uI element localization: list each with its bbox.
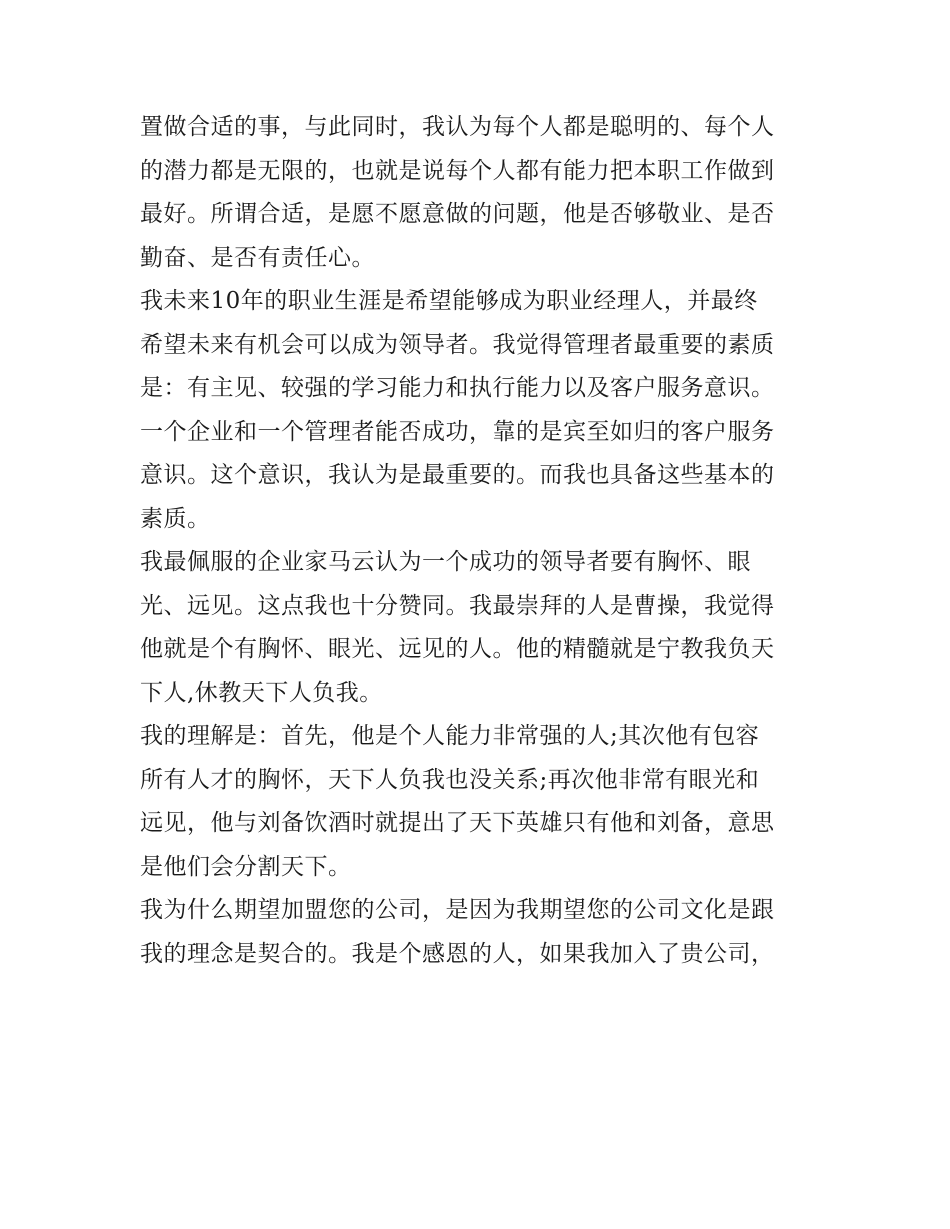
- document-body: [140, 106, 820, 976]
- text-line: 素质。: [140, 505, 211, 532]
- text-line: 一个企业和一个管理者能否成功，靠的是宾至如归的客户服务: [140, 418, 775, 445]
- text-line: 所有人才的胸怀，天下人负我也没关系;再次他非常有眼光和: [140, 766, 760, 793]
- text-line: 勤奋、是否有责任心。: [140, 244, 375, 271]
- text-line: 我最佩服的企业家马云认为一个成功的领导者要有胸怀、眼: [140, 549, 751, 575]
- text-line: 最好。所谓合适，是愿不愿意做的问题，他是否够敬业、是否: [140, 201, 775, 227]
- text-line: 远见，他与刘备饮酒时就提出了天下英雄只有他和刘备，意思: [140, 810, 775, 836]
- text-line: 光、远见。这点我也十分赞同。我最崇拜的人是曹操，我觉得: [140, 592, 775, 619]
- text-line: 我的理念是契合的。我是个感恩的人，如果我加入了贵公司，: [140, 940, 775, 967]
- text-line: 下人,休教天下人负我。: [140, 679, 383, 706]
- text-line: 我为什么期望加盟您的公司，是因为我期望您的公司文化是跟: [140, 897, 775, 923]
- text-line: 置做合适的事，与此同时，我认为每个人都是聪明的、每个人: [140, 114, 775, 140]
- text-line: 他就是个有胸怀、眼光、远见的人。他的精髓就是宁教我负天: [140, 636, 775, 662]
- text-line: 希望未来有机会可以成为领导者。我觉得管理者最重要的素质: [140, 331, 775, 358]
- text-line: 的潜力都是无限的，也就是说每个人都有能力把本职工作做到: [140, 157, 775, 184]
- text-line: 是他们会分割天下。: [140, 853, 352, 880]
- text-line: 我的理解是：首先，他是个人能力非常强的人;其次他有包容: [140, 723, 760, 749]
- text-line: 我未来10年的职业生涯是希望能够成为职业经理人，并最终: [140, 288, 758, 314]
- text-line: 是：有主见、较强的学习能力和执行能力以及客户服务意识。: [140, 375, 775, 401]
- text-line: 意识。这个意识，我认为是最重要的。而我也具备这些基本的: [140, 462, 775, 488]
